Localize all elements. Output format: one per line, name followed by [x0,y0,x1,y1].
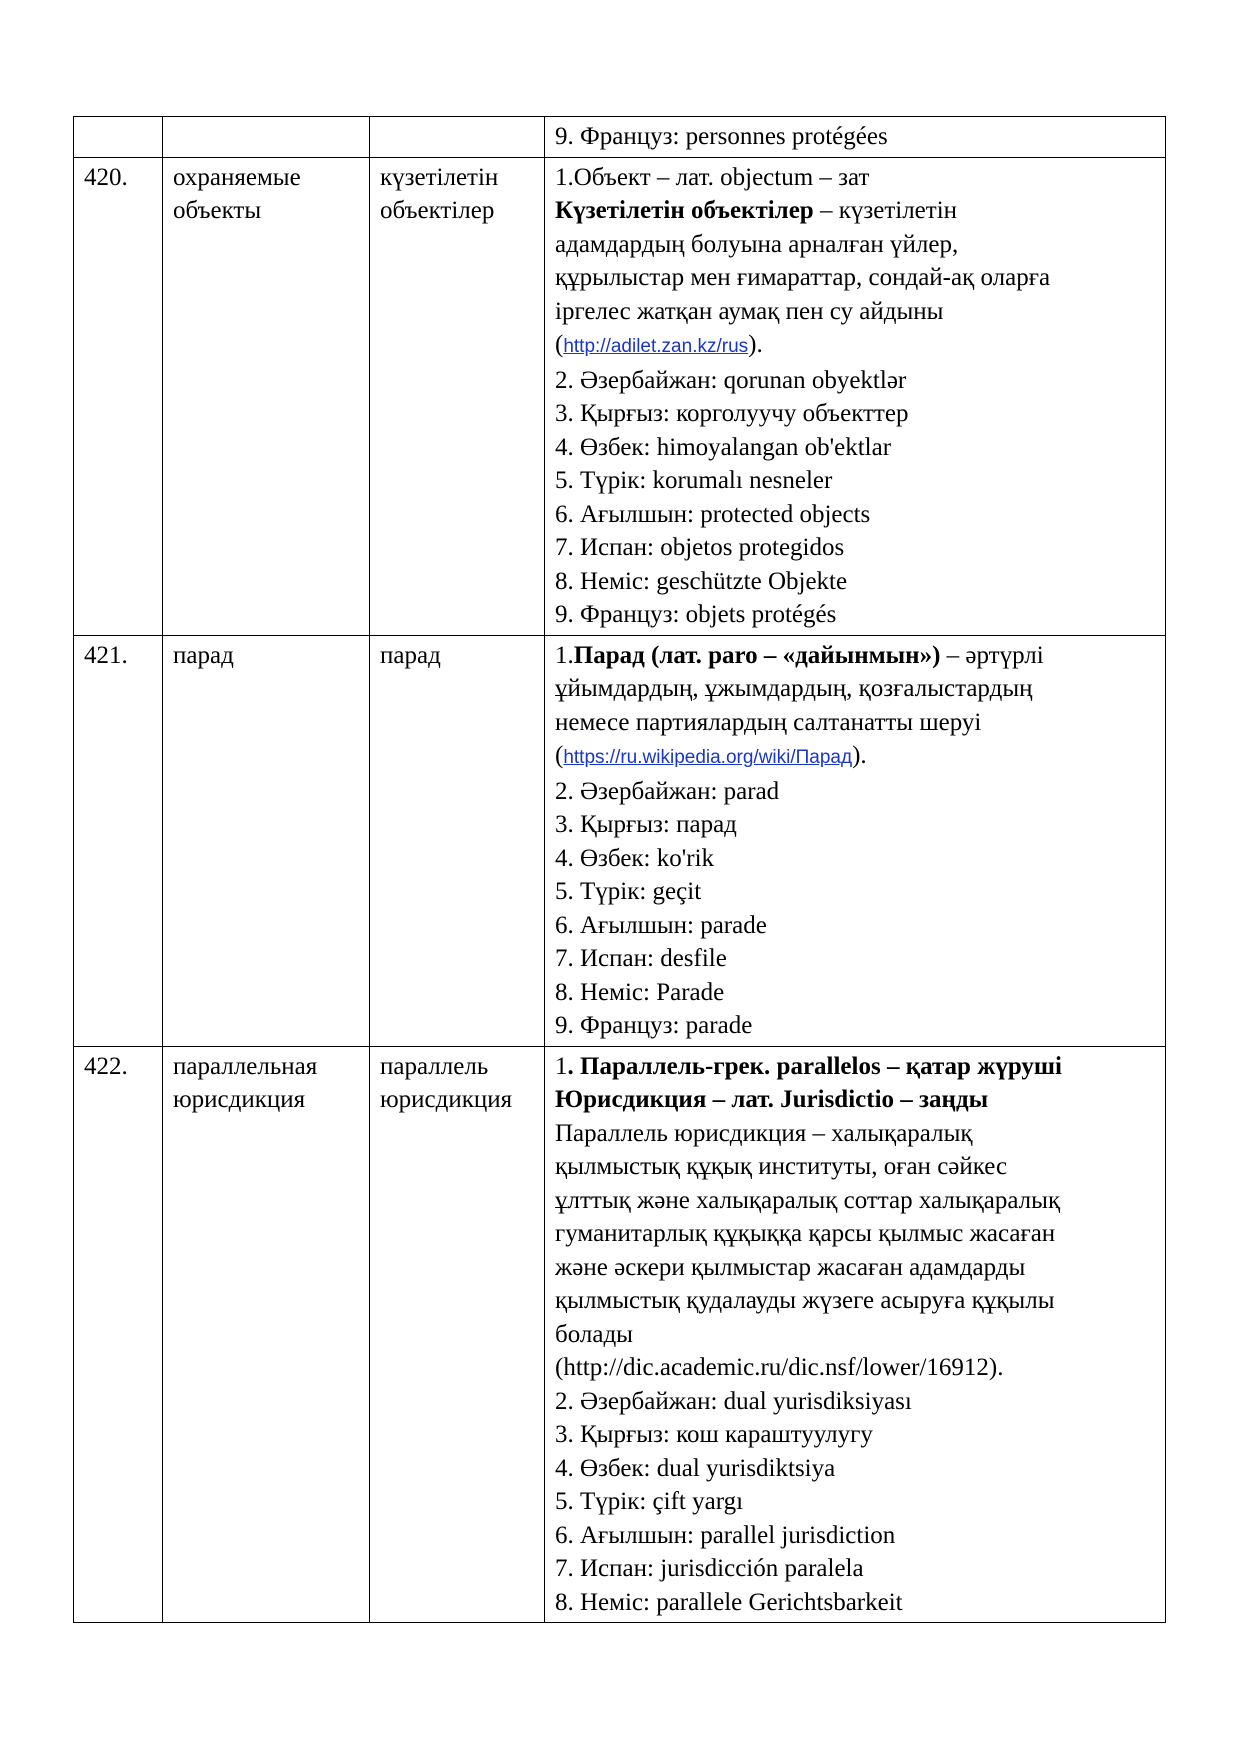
translation-line: 5. Түрік: korumalı nesneler [555,467,833,494]
translation-line: 6. Ағылшын: parade [555,911,767,939]
definition-cell [545,1046,1166,1623]
definition-line: Параллель юрисдикция – халықаралық [555,1119,973,1147]
kazakh-term: күзетілетін объектілер [370,157,545,635]
translation-line: 6. Ағылшын: parallel jurisdiction [555,1521,896,1549]
definition-line: Күзетілетін объектілер – күзетілетін [555,197,958,224]
definition-cell [545,635,1166,1046]
definition-line: адамдардың болуына арналған үйлер, [555,230,959,258]
etymology: 1. Параллель-грек. parallelos – қатар жүруші [555,1052,1062,1080]
translation-line: 4. Өзбек: dual yurisdiktsiya [555,1454,836,1482]
translation-line: 6. Ағылшын: protected objects [555,500,871,528]
table-row [74,635,1166,1046]
definition-cell [545,117,1166,158]
translation-line: 8. Неміс: parallele Gerichtsbarkeit [555,1588,903,1616]
russian-term: параллельная юрисдикция [163,1046,370,1623]
entry-number: 420. [74,157,163,635]
source-link[interactable]: https://ru.wikipedia.org/wiki/Парад [563,747,853,768]
translation-line: 4. Өзбек: himoyalangan ob'ektlar [555,433,892,461]
translation-line: 5. Түрік: çift yargı [555,1488,744,1515]
definition-line: гуманитарлық құқыққа қарсы қылмыс жасаған [555,1220,1056,1247]
definition-line: құрылыстар мен ғимараттар, сондай-ақ оларға [555,264,1051,291]
etymology: Юрисдикция – лат. Jurisdictio – заңды [555,1086,989,1113]
translation-line: 4. Өзбек: ko'rik [555,844,715,872]
definition-line: болады [555,1320,633,1348]
translation-line: 3. Қырғыз: корголуучу объекттер [555,400,909,427]
definition-line: ұйымдардың, ұжымдардың, қозғалыстардың [555,675,1033,702]
translation-line: 3. Қырғыз: кош караштуулугу [555,1421,873,1448]
definition-line: ұлттық және халықаралық соттар халықаралық [555,1186,1061,1214]
kazakh-term: параллель юрисдикция [370,1046,545,1623]
table-row [74,157,1166,635]
table-row [74,1046,1166,1623]
translation-line: 9. Француз: objets protégés [555,601,837,628]
kazakh-term: парад [370,635,545,1046]
definition-line: қылмыстық қудалауды жүзеге асыруға құқылы [555,1287,1055,1314]
source-line: (https://ru.wikipedia.org/wiki/Парад). [555,742,867,769]
russian-term: охраняемые объекты [163,157,370,635]
definition-line: немесе партиялардың салтанатты шеруі [555,708,982,736]
definition-line: 1.Парад (лат. paro – «дайынмын») – әртүрлі [555,641,1044,669]
table-row [74,117,1166,158]
russian-term: парад [163,635,370,1046]
translation-line: 3. Қырғыз: парад [555,811,737,838]
entry-number: 421. [74,635,163,1046]
russian-term-cell [163,117,370,158]
source-link[interactable]: http://adilet.zan.kz/rus [563,336,749,357]
source-line: (http://dic.academic.ru/dic.nsf/lower/16912). [555,1354,1004,1381]
definition-line: және әскери қылмыстар жасаған адамдарды [555,1253,1026,1281]
translation-french: 9. Француз: personnes protégées [555,123,888,150]
entry-number: 422. [74,1046,163,1623]
translation-line: 7. Испан: desfile [555,945,727,972]
definition-term: Күзетілетін объектілер [555,197,814,224]
translation-line: 9. Француз: parade [555,1012,753,1039]
definition-line: іргелес жатқан аумақ пен су айдыны [555,297,944,325]
etymology: 1.Объект – лат. objectum – зат [555,163,870,191]
translation-line: 5. Түрік: geçit [555,878,702,905]
translation-line: 2. Әзербайжан: dual yurisdiksiyası [555,1387,912,1415]
definition-line: қылмыстық құқық институты, оған сәйкес [555,1153,1008,1180]
translation-line: 2. Әзербайжан: parad [555,777,780,805]
source-line: (http://adilet.zan.kz/rus). [555,331,763,358]
definition-term: Парад (лат. paro – «дайынмын») [573,641,941,669]
translation-line: 8. Неміс: geschützte Objekte [555,567,848,595]
translation-line: 7. Испан: jurisdicción paralela [555,1555,864,1582]
definition-cell [545,157,1166,635]
translation-line: 8. Неміс: Parade [555,978,725,1006]
kazakh-term-cell [370,117,545,158]
terminology-table [73,116,1166,1623]
number-cell [74,117,163,158]
translation-line: 2. Әзербайжан: qorunan obyektlər [555,366,907,394]
translation-line: 7. Испан: objetos protegidos [555,534,845,561]
